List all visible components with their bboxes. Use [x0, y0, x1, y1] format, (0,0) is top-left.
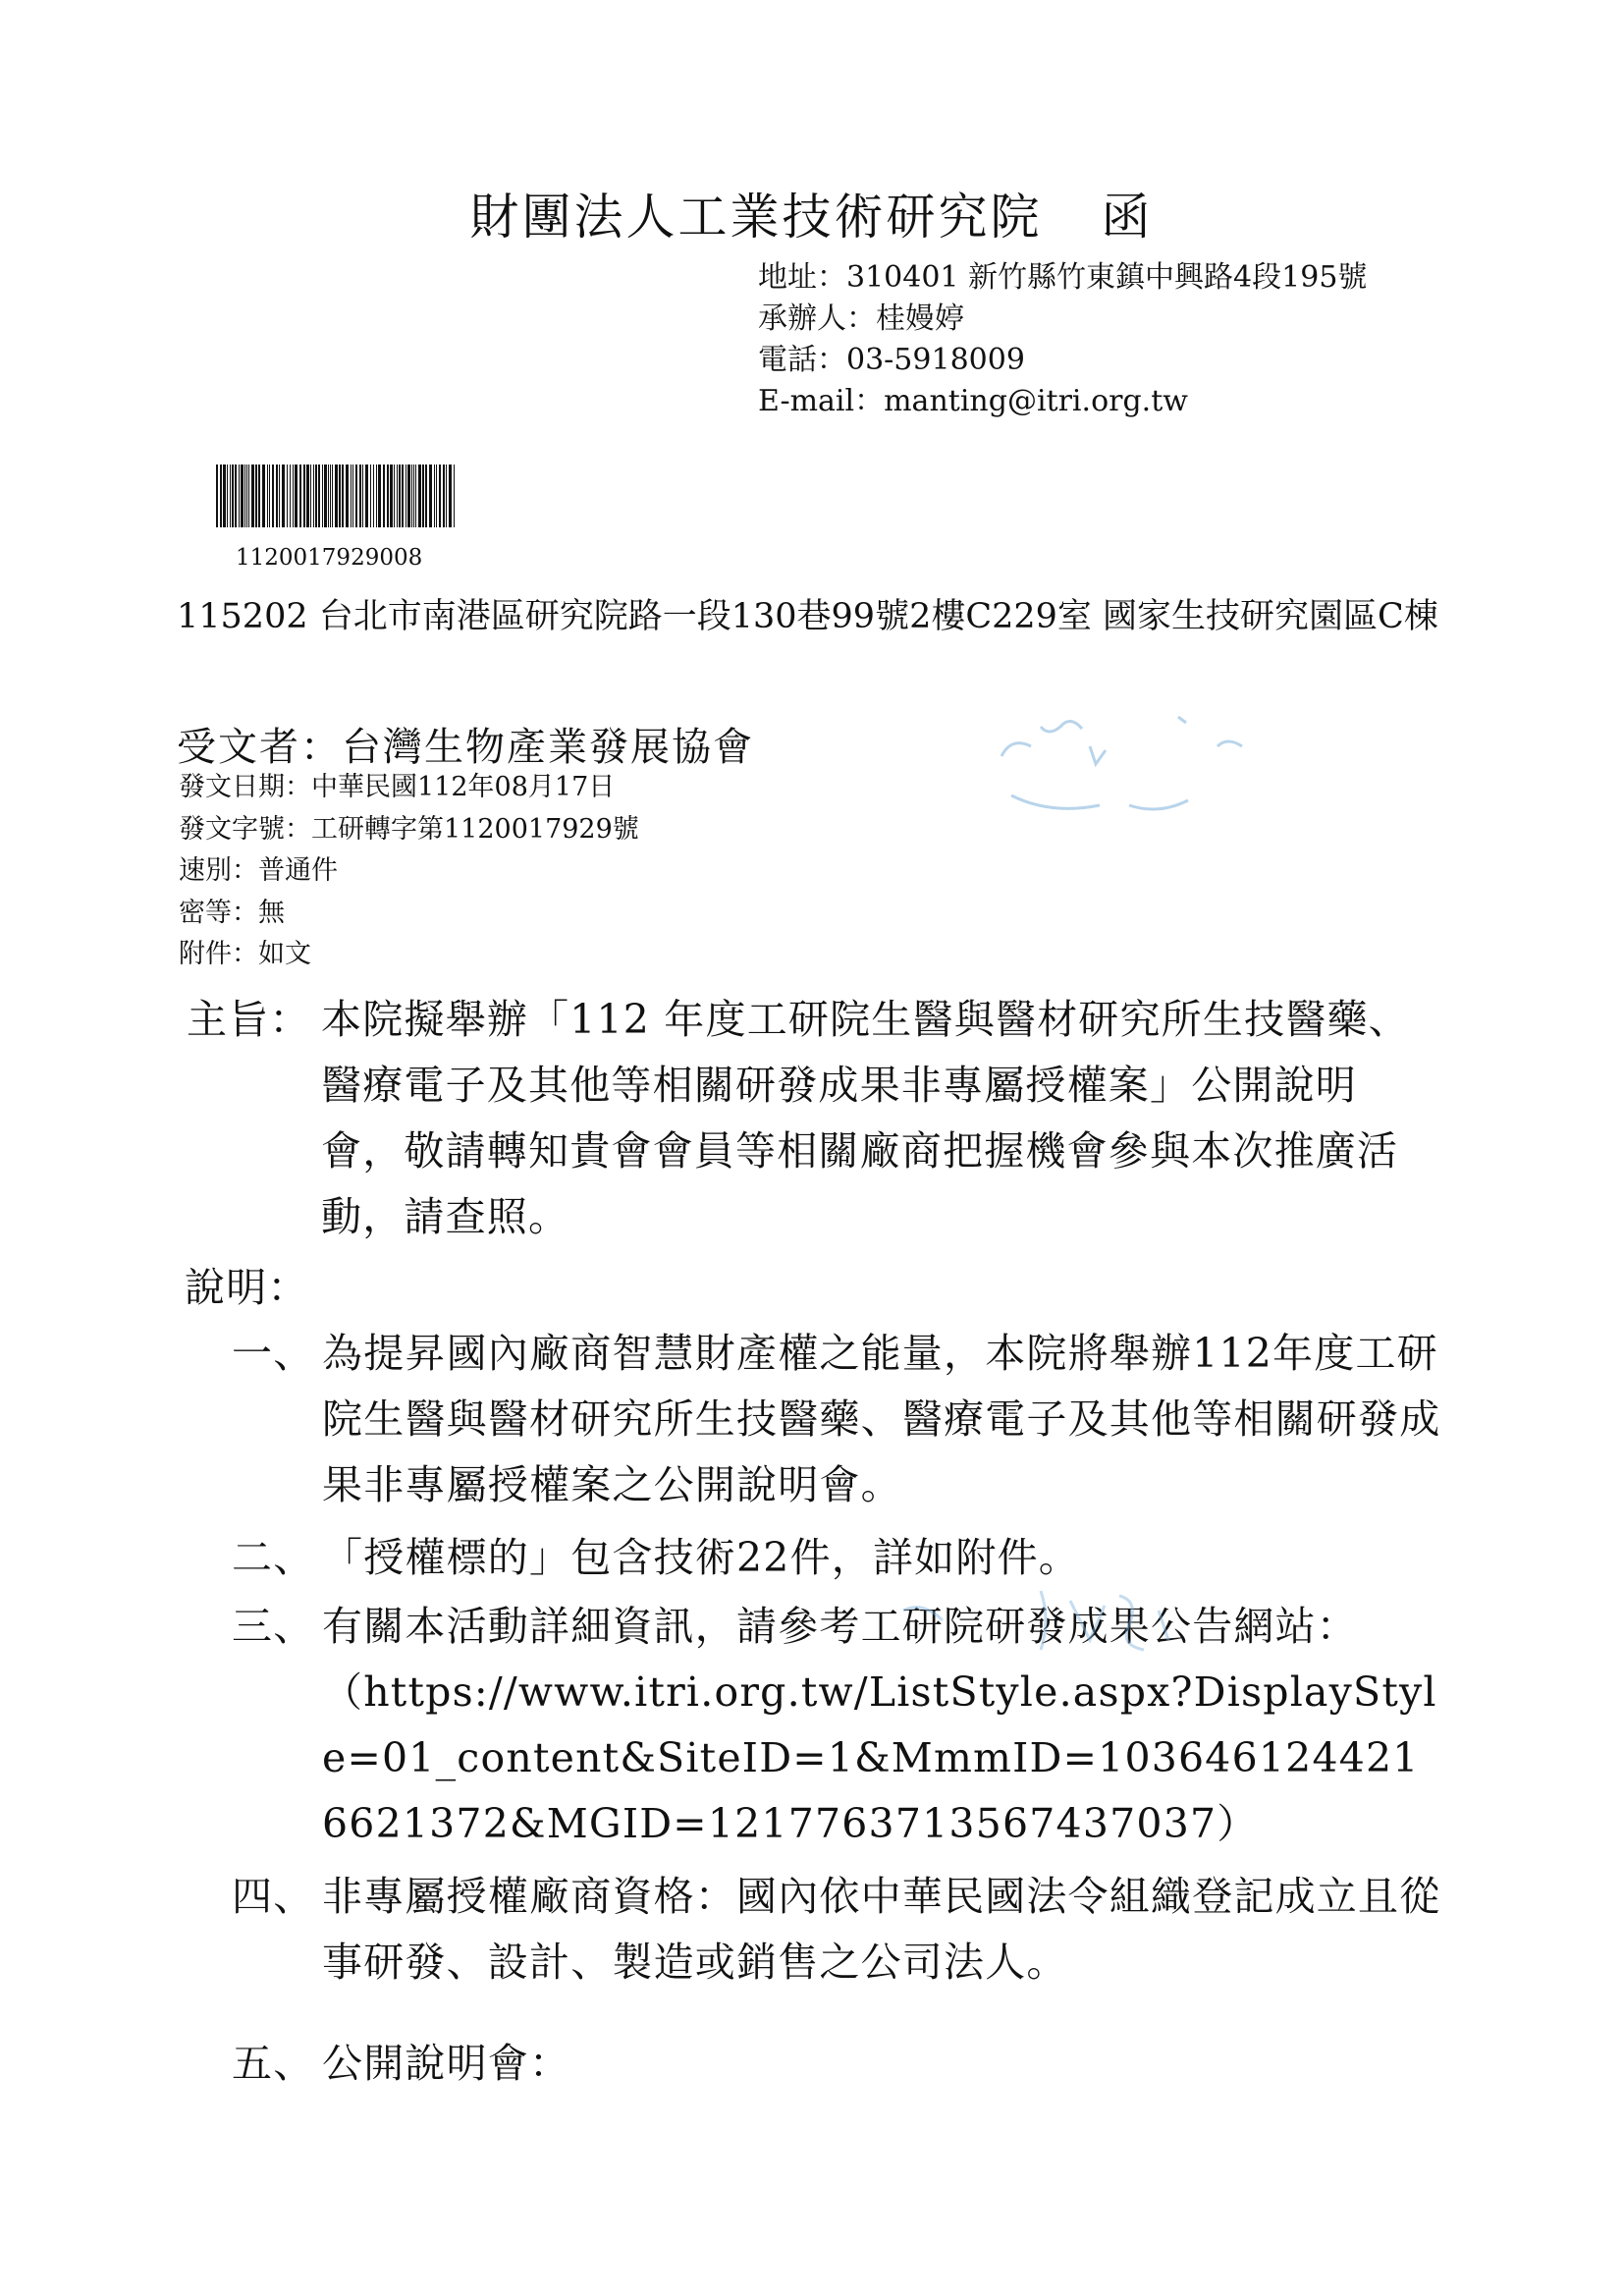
recipient-address: 115202 台北市南港區研究院路一段130巷99號2樓C229室 國家生技研究園區C棟	[177, 597, 1438, 636]
faint-stamp-mark	[982, 687, 1316, 845]
delivery-speed: 速別：普通件	[179, 855, 338, 886]
letter-title	[0, 183, 1623, 251]
item-text: 有關本活動詳細資訊，請參考工研院研發成果公告網站：	[322, 1603, 1358, 1650]
faint-stamp-mark	[864, 1571, 1257, 1728]
item-text: 公開說明會：	[322, 2040, 571, 2087]
barcode-image	[214, 465, 457, 527]
handler-name: 承辦人：桂嫚婷	[758, 301, 964, 336]
item-number: 一、	[232, 1330, 315, 1377]
phone-number: 電話：03-5918009	[758, 343, 1025, 377]
item-number: 四、	[232, 1873, 315, 1920]
attachment-note: 附件：如文	[179, 939, 311, 969]
results-website-link[interactable]: （https://www.itri.org.tw/ListStyle.aspx?DisplayStyle=01_content&SiteID=1&MmmID=1036461244216621372&MGID=1217763713567437037）	[322, 1668, 1437, 1847]
sender-contact	[758, 257, 1367, 422]
subject-text: 本院擬舉辦「112 年度工研院生醫與醫材研究所生技醫藥、醫療電子及其他等相關研發成果非專屬授權案」公開說明會，敬請轉知貴會會員等相關廠商把握機會參與本次推廣活動，請查照。	[321, 996, 1410, 1240]
email-address: E-mail：manting@itri.org.tw	[758, 384, 1188, 418]
recipient: 受文者：台灣生物產業發展協會	[177, 725, 754, 770]
item-text: 「授權標的」包含技術22件，詳如附件。	[322, 1534, 1080, 1581]
item-text: 非專屬授權廠商資格：國內依中華民國法令組織登記成立且從事研發、設計、製造或銷售之公司法人。	[322, 1873, 1441, 1986]
issue-date: 發文日期：中華民國112年08月17日	[179, 772, 616, 802]
secrecy-level: 密等：無	[179, 897, 285, 928]
item-number: 五、	[232, 2040, 315, 2087]
subject-label: 主旨：	[187, 996, 311, 1043]
sender-address: 地址：310401 新竹縣竹東鎮中興路4段195號	[758, 260, 1368, 295]
document-type: 函	[1101, 189, 1154, 246]
item-text: 為提昇國內廠商智慧財產權之能量，本院將舉辦112年度工研院生醫與醫材研究所生技醫藥、醫療電子及其他等相關研發成果非專屬授權案之公開說明會。	[322, 1330, 1441, 1508]
item-number: 二、	[232, 1534, 315, 1581]
document-number: 發文字號：工研轉字第1120017929號	[179, 813, 639, 845]
barcode-number: 1120017929008	[236, 545, 423, 571]
explanation-label: 說明：	[185, 1264, 309, 1311]
organization-name: 財團法人工業技術研究院	[469, 189, 1043, 246]
item-number: 三、	[232, 1603, 315, 1650]
document-meta	[179, 767, 639, 976]
